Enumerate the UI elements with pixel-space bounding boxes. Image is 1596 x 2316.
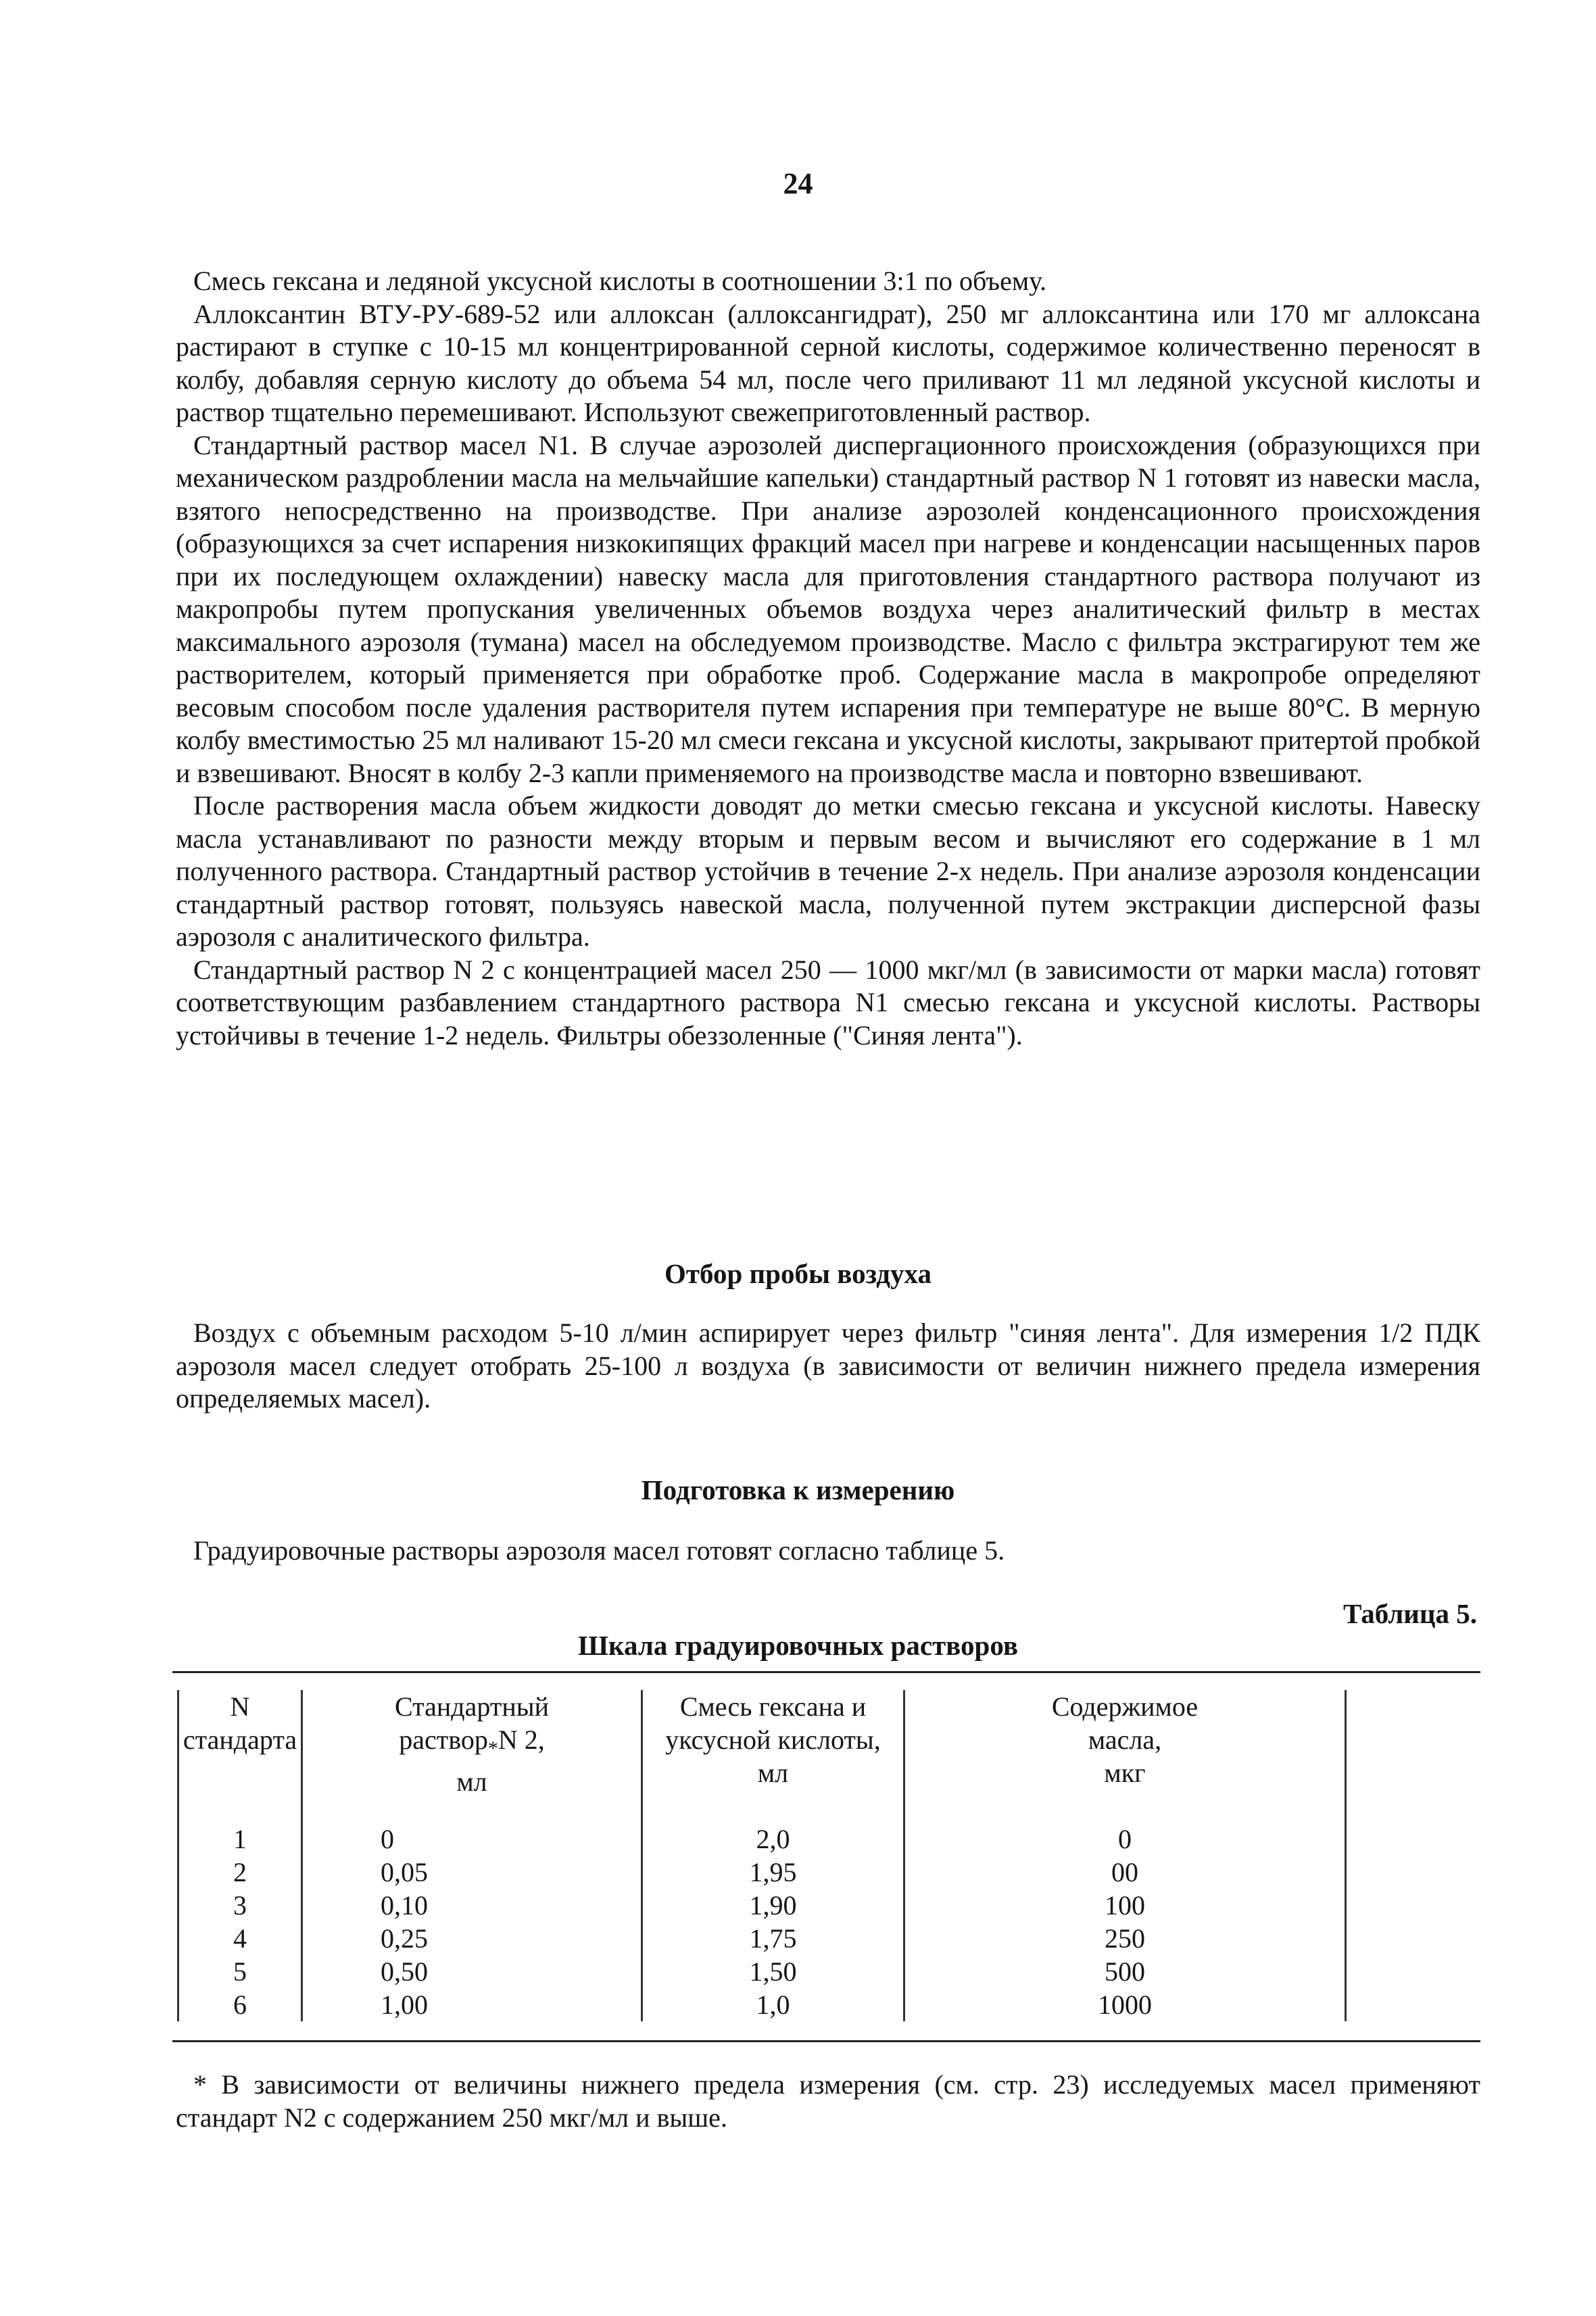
table-header-row bbox=[178, 1690, 1346, 1798]
table-row: 6 1,00 1,0 1000 bbox=[178, 1988, 1346, 2021]
intro-text bbox=[176, 265, 1480, 1052]
paragraph-standard-solution-1: Стандартный раствор масел N1. В случае аэрозолей диспергационного происхождения (образующихся при механическом раздроблении масла на мельчайшие капельки) стандартный раствор N 1 готовят из навески масла, взятого непосредственно на производстве. При анализе аэрозолей конденсационного происхождения (образующихся за счет испарения низкокипящих фракций масел при нагреве и конденсации насыщенных паров при их последующем охлаждении) навеску масла для приготовления стандартного раствора получают из макропробы путем пропускания увеличенных объемов воздуха через аналитический фильтр в местах максимального аэрозоля (тумана) масел на обследуемом производстве. Масло с фильтра экстрагируют тем же растворителем, который применяется при обработке проб. Содержание масла в макропробе определяют весовым способом после удаления растворителя путем испарения при температуре не выше 80°С. В мерную колбу вместимостью 25 мл наливают 15-20 мл смеси гексана и уксусной кислоты, закрывают притертой пробкой и взвешивают. Вносят в колбу 2-3 капли применяемого на производстве масла и повторно взвешивают. bbox=[176, 429, 1480, 788]
table-row: 2 0,05 1,95 00 bbox=[178, 1856, 1346, 1889]
table-row: 1 0 2,0 0 bbox=[178, 1823, 1346, 1856]
table-row: 3 0,10 1,90 100 bbox=[178, 1889, 1346, 1922]
air-sampling-section bbox=[176, 1317, 1480, 1416]
header-standard-number: N стандарта bbox=[178, 1690, 302, 1798]
table-top-rule bbox=[172, 1671, 1480, 1673]
paragraph-standard-solution-2: Стандартный раствор N 2 с концентрацией масел 250 — 1000 мкг/мл (в зависимости от марки масла) готовят соответствующим разбавлением стандартного раствора N1 смесью гексана и уксусной кислоты. Растворы устойчивы в течение 1-2 недель. Фильтры обеззоленные ("Синяя лента"). bbox=[176, 954, 1480, 1051]
heading-air-sampling: Отбор пробы воздуха bbox=[664, 1258, 932, 1289]
header-hexane-mixture: Смесь гексана и уксусной кислоты, мл bbox=[642, 1690, 904, 1798]
footnote-text: В зависимости от величины нижнего предела измерения (см. стр. 23) исследуемых масел применяют стандарт N2 с содержанием 250 мкг/мл и выше. bbox=[176, 2069, 1481, 2133]
table-row: 5 0,50 1,50 500 bbox=[178, 1955, 1346, 1988]
table-caption: Таблица 5. bbox=[1343, 1598, 1477, 1629]
paragraph-air-sampling: Воздух с объемным расходом 5-10 л/мин аспирирует через фильтр "синяя лента". Для измерения 1/2 ПДК аэрозоля масел следует отобрать 25-100 л воздуха (в зависимости от величин нижнего предела измерения определяемых масел). bbox=[176, 1318, 1480, 1414]
page-number: 24 bbox=[783, 167, 813, 200]
paragraph-preparation: Градуировочные растворы аэрозоля масел готовят согласно таблице 5. bbox=[193, 1535, 1005, 1566]
table-bottom-rule bbox=[172, 2040, 1480, 2042]
header-standard-solution: Стандартный раствор$_*$N 2, мл bbox=[302, 1690, 642, 1798]
paragraph-hexane-mixture: Смесь гексана и ледяной уксусной кислоты в соотношении 3:1 по объему. bbox=[193, 266, 1047, 296]
header-oil-content: Содержимое масла, мкг bbox=[904, 1690, 1346, 1798]
footnote bbox=[176, 2069, 1480, 2134]
heading-preparation: Подготовка к измерению bbox=[641, 1474, 955, 1505]
footnote-mark: * bbox=[193, 2069, 207, 2100]
paragraph-dissolution: После растворения масла объем жидкости доводят до метки смесью гексана и уксусной кислоты. Навеску масла устанавливают по разности между вторым и первым весом и вычисляют его содержание в 1 мл полученного раствора. Стандартный раствор устойчив в течение 2-х недель. При анализе аэрозоля конденсации стандартный раствор готовят, пользуясь навеской масла, полученной путем экстракции дисперсной фазы аэрозоля с аналитического фильтра. bbox=[176, 790, 1480, 952]
table-row: 4 0,25 1,75 250 bbox=[178, 1922, 1346, 1955]
paragraph-alloxantin: Аллоксантин ВТУ-РУ-689-52 или аллоксан (аллоксангидрат), 250 мг аллоксантина или 170 мг аллоксана растирают в ступке с 10-15 мл концентрированной серной кислоты, содержимое количественно переносят в колбу, добавляя серную кислоту до объема 54 мл, после чего приливают 11 мл ледяной уксусной кислоты и раствор тщательно перемешивают. Используют свежеприготовленный раствор. bbox=[176, 298, 1480, 427]
preparation-section bbox=[176, 1535, 1480, 1568]
table-title: Шкала градуировочных растворов bbox=[578, 1630, 1018, 1661]
calibration-table bbox=[177, 1690, 1347, 2021]
